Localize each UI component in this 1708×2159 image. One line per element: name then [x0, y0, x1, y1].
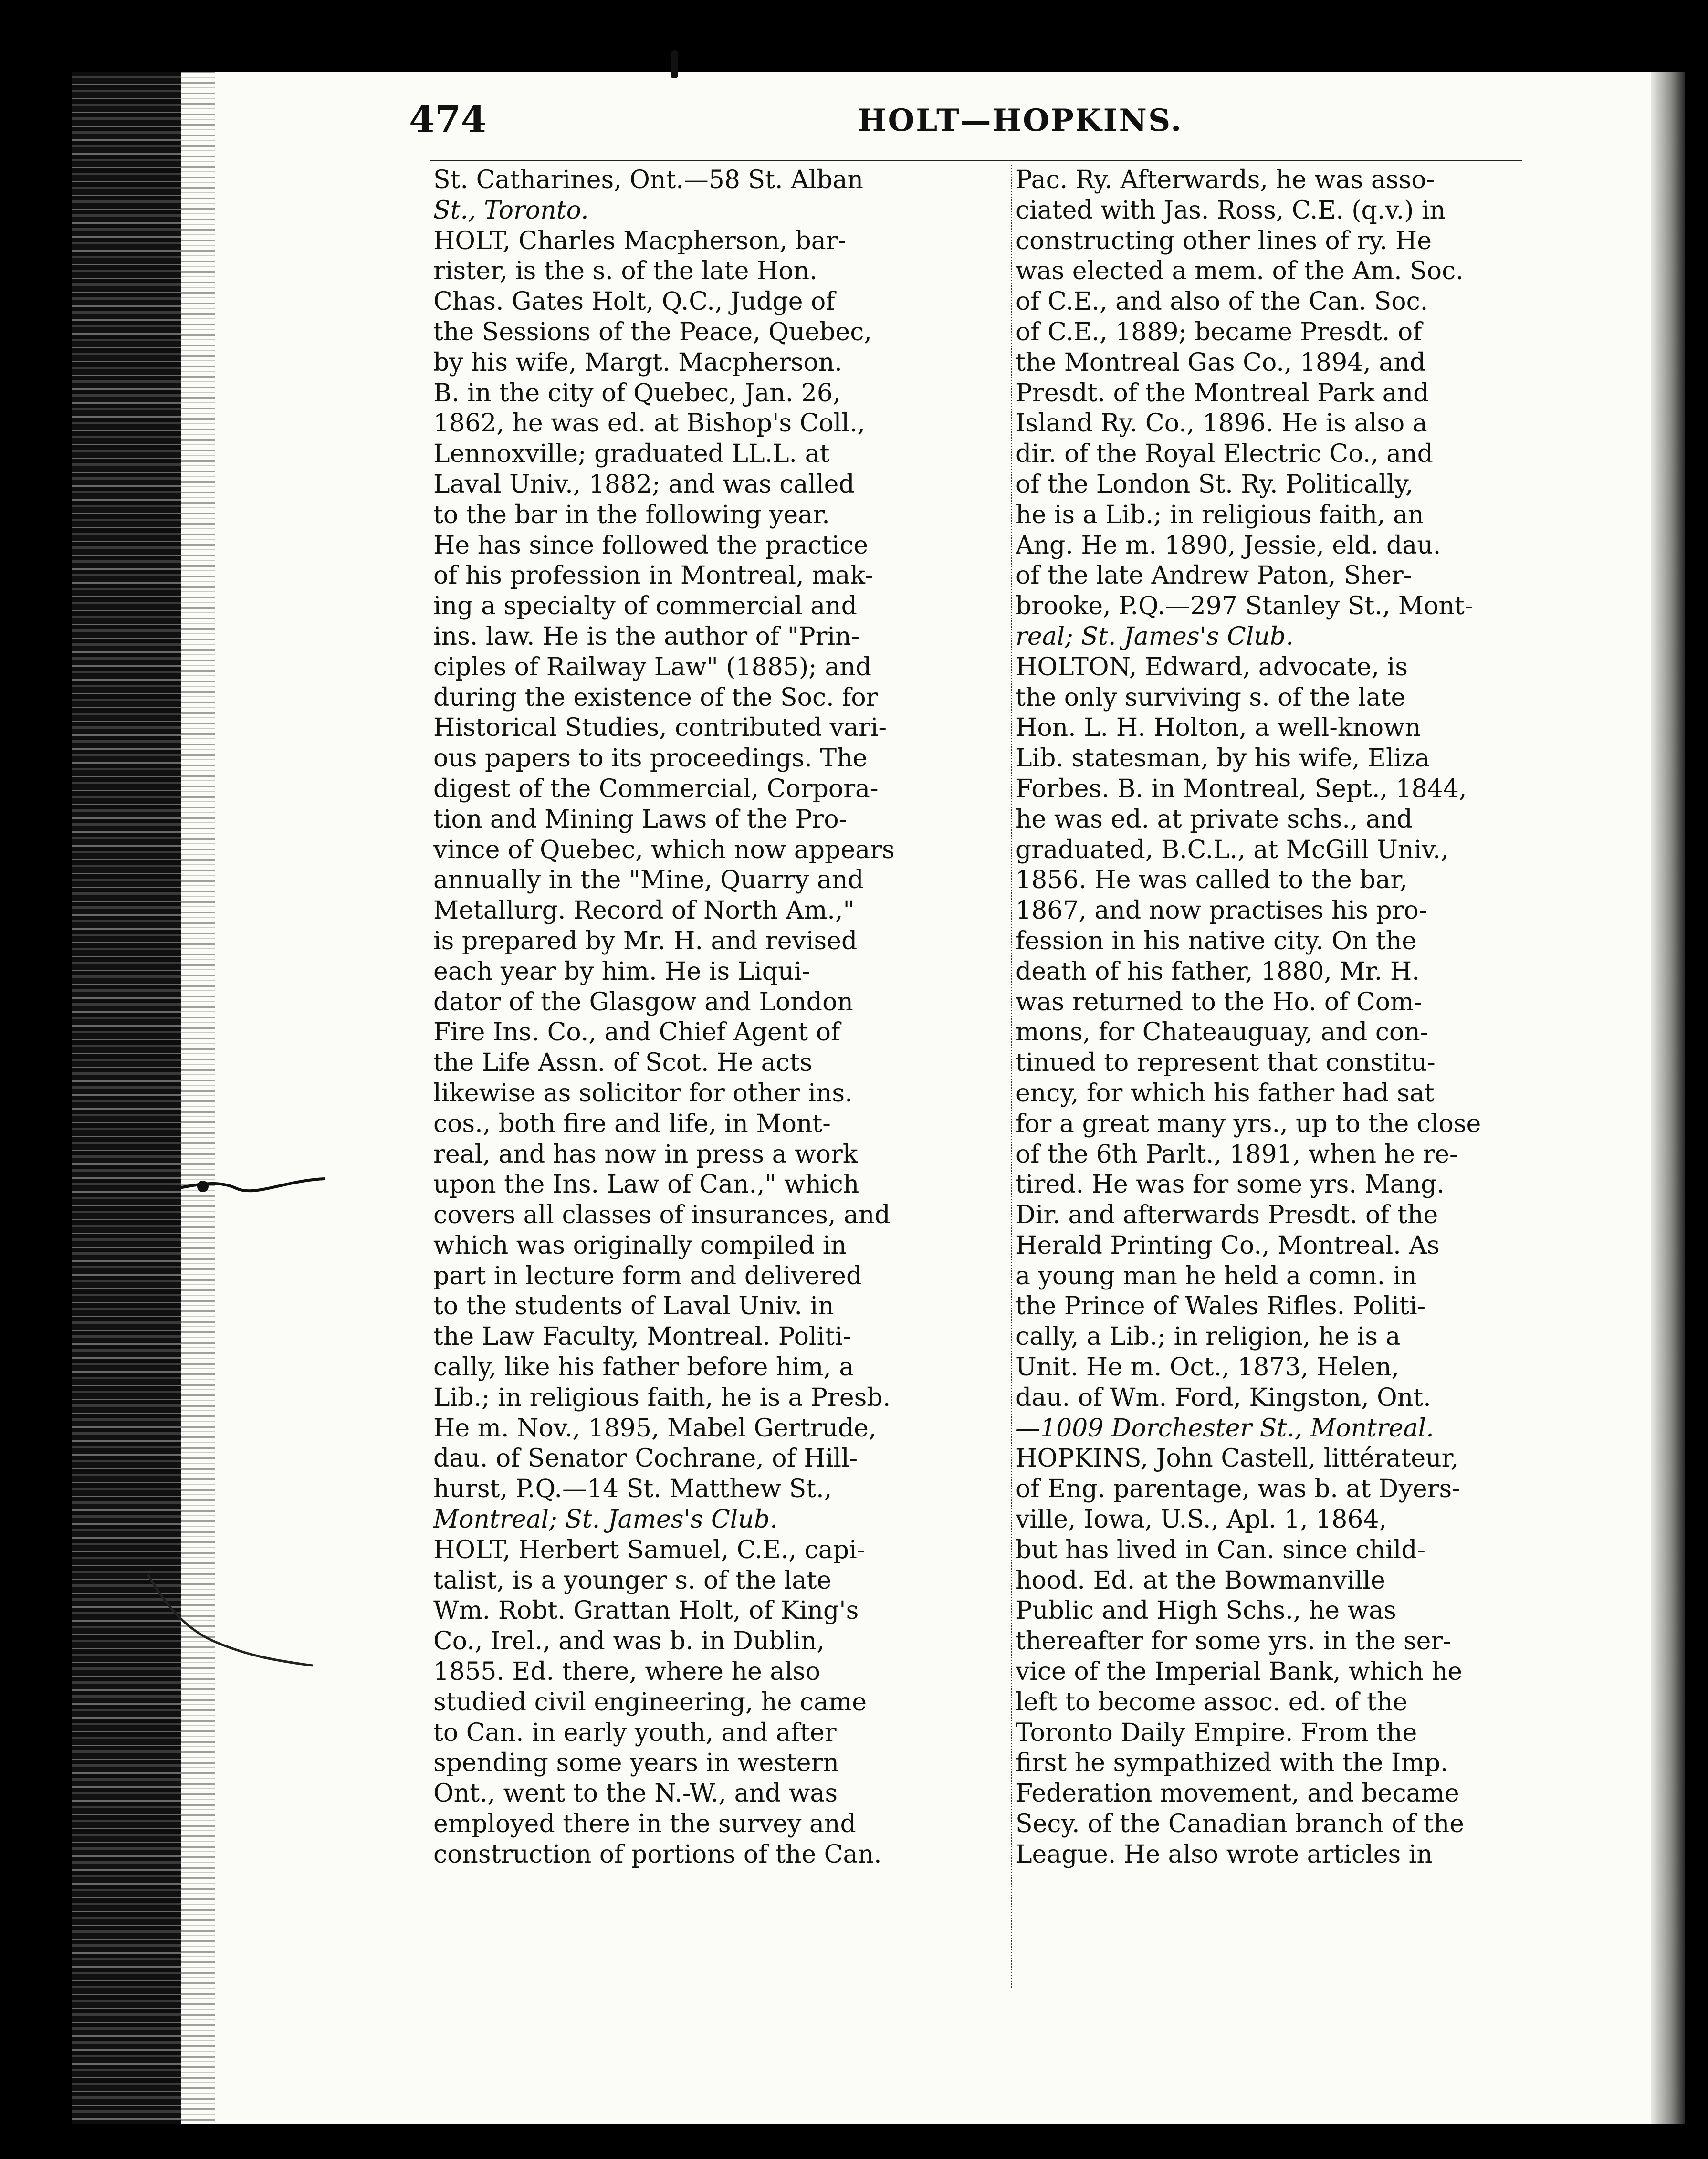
text-line: 1856. He was called to the bar, [1016, 866, 1408, 895]
text-line: graduated, B.C.L., at McGill Univ., [1016, 835, 1449, 864]
text-line: St. Catharines, Ont.—58 St. Alban [433, 166, 864, 194]
text-line: ville, Iowa, U.S., Apl. 1, 1864, [1016, 1505, 1387, 1534]
text-line: of the 6th Parlt., 1891, when he re- [1016, 1140, 1458, 1169]
text-line: Hon. L. H. Holton, a well-known [1016, 713, 1421, 743]
text-line: 1855. Ed. there, where he also [433, 1657, 820, 1687]
text-line: Ang. He m. 1890, Jessie, eld. dau. [1016, 531, 1441, 560]
text-line: was elected a mem. of the Am. Soc. [1016, 257, 1464, 286]
text-line: Public and High Schs., he was [1016, 1596, 1396, 1625]
text-line: dau. of Wm. Ford, Kingston, Ont. [1016, 1383, 1431, 1412]
text-line: of Eng. parentage, was b. at Dyers- [1016, 1475, 1460, 1504]
text-line: Presdt. of the Montreal Park and [1016, 378, 1429, 408]
text-line: Metallurg. Record of North Am.," [433, 896, 855, 925]
ink-mark [671, 50, 678, 78]
text-column-right [1016, 165, 1564, 1870]
text-line: Historical Studies, contributed vari- [433, 713, 887, 743]
text-line: of the late Andrew Paton, Sher- [1016, 561, 1412, 590]
text-line: left to become assoc. ed. of the [1016, 1687, 1408, 1717]
text-line: Fire Ins. Co., and Chief Agent of [433, 1018, 840, 1047]
text-line: Ont., went to the N.-W., and was [433, 1779, 838, 1808]
text-line: Toronto Daily Empire. From the [1016, 1718, 1417, 1747]
text-line: to Can. in early youth, and after [433, 1718, 837, 1747]
text-line: was returned to the Ho. of Com- [1016, 987, 1422, 1017]
text-line: of his profession in Montreal, mak- [433, 561, 873, 590]
binding-shadow-fade [181, 72, 215, 2124]
text-line: thereafter for some yrs. in the ser- [1016, 1627, 1451, 1656]
text-line: He has since followed the practice [433, 531, 869, 560]
text-line: ciated with Jas. Ross, C.E. (q.v.) in [1016, 196, 1446, 225]
text-line: tion and Mining Laws of the Pro- [433, 805, 848, 834]
text-line: the only surviving s. of the late [1016, 683, 1406, 712]
text-line: ins. law. He is the author of "Prin- [433, 622, 860, 651]
page-edge-shadow [1651, 72, 1685, 2124]
text-line: real, and has now in press a work [433, 1140, 858, 1169]
text-line: Lib.; in religious faith, he is a Presb. [433, 1383, 891, 1412]
entry-heading-line: HOLT, Herbert Samuel, C.E., capi- [433, 1535, 866, 1564]
text-line: covers all classes of insurances, and [433, 1201, 891, 1230]
text-line: dator of the Glasgow and London [433, 987, 853, 1017]
text-line: construction of portions of the Can. [433, 1840, 882, 1869]
text-column-left [433, 165, 996, 1870]
text-line: studied civil engineering, he came [433, 1687, 867, 1717]
text-line: fession in his native city. On the [1016, 926, 1417, 955]
text-line: each year by him. He is Liqui- [433, 957, 810, 986]
text-line: mons, for Chateauguay, and con- [1016, 1018, 1429, 1047]
text-line: for a great many yrs., up to the close [1016, 1109, 1481, 1138]
text-line: which was originally compiled in [433, 1231, 847, 1260]
text-line: cally, like his father before him, a [433, 1353, 854, 1382]
text-line: the Sessions of the Peace, Quebec, [433, 317, 872, 346]
entry-heading-line: HOLT, Charles Macpherson, bar- [433, 226, 847, 255]
text-line: hood. Ed. at the Bowmanville [1016, 1566, 1385, 1595]
text-line: He m. Nov., 1895, Mabel Gertrude, [433, 1414, 877, 1443]
text-line: Lennoxville; graduated LL.L. at [433, 440, 830, 469]
text-line: hurst, P.Q.—14 St. Matthew St., [433, 1475, 832, 1504]
text-line: Co., Irel., and was b. in Dublin, [433, 1627, 825, 1656]
text-line: cos., both fire and life, in Mont- [433, 1109, 831, 1138]
text-line: the Prince of Wales Rifles. Politi- [1016, 1292, 1426, 1321]
text-line: ous papers to its proceedings. The [433, 744, 868, 773]
text-line: rister, is the s. of the late Hon. [433, 257, 817, 286]
text-line: annually in the "Mine, Quarry and [433, 866, 864, 895]
text-line: digest of the Commercial, Corpora- [433, 774, 879, 803]
page-number: 474 [409, 98, 487, 141]
text-line: employed there in the survey and [433, 1810, 856, 1839]
text-line: the Law Faculty, Montreal. Politi- [433, 1322, 851, 1352]
text-line: Lib. statesman, by his wife, Eliza [1016, 744, 1430, 773]
text-line: the Life Assn. of Scot. He acts [433, 1048, 813, 1078]
text-line: Laval Univ., 1882; and was called [433, 470, 855, 499]
text-line: is prepared by Mr. H. and revised [433, 926, 858, 955]
text-line: cally, a Lib.; in religion, he is a [1016, 1322, 1401, 1352]
text-line: Unit. He m. Oct., 1873, Helen, [1016, 1353, 1400, 1382]
text-line: Federation movement, and became [1016, 1779, 1459, 1808]
text-line: vice of the Imperial Bank, which he [1016, 1657, 1463, 1687]
text-line: League. He also wrote articles in [1016, 1840, 1433, 1869]
running-header [409, 93, 1521, 155]
text-line: —1009 Dorchester St., Montreal. [1016, 1414, 1434, 1443]
text-line: Dir. and afterwards Presdt. of the [1016, 1201, 1438, 1230]
text-line: real; St. James's Club. [1016, 622, 1294, 651]
text-line: likewise as solicitor for other ins. [433, 1079, 853, 1108]
text-line: upon the Ins. Law of Can.," which [433, 1170, 859, 1199]
text-line: Secy. of the Canadian branch of the [1016, 1810, 1465, 1839]
text-line: first he sympathized with the Imp. [1016, 1749, 1448, 1778]
text-line: vince of Quebec, which now appears [433, 835, 895, 864]
text-line: Island Ry. Co., 1896. He is also a [1016, 409, 1427, 438]
text-line: Pac. Ry. Afterwards, he was asso- [1016, 166, 1435, 194]
text-line: Herald Printing Co., Montreal. As [1016, 1231, 1440, 1260]
text-line: to the bar in the following year. [433, 500, 830, 529]
text-line: of the London St. Ry. Politically, [1016, 470, 1414, 499]
text-line: Forbes. B. in Montreal, Sept., 1844, [1016, 774, 1467, 803]
text-line: constructing other lines of ry. He [1016, 226, 1432, 255]
text-line: ciples of Railway Law" (1885); and [433, 652, 871, 681]
text-line: but has lived in Can. since child- [1016, 1535, 1426, 1564]
text-line: brooke, P.Q.—297 Stanley St., Mont- [1016, 592, 1473, 621]
text-line: of C.E., and also of the Can. Soc. [1016, 287, 1428, 316]
column-divider [1011, 165, 1012, 1988]
pen-mark-2 [143, 1570, 315, 1685]
entry-heading-line: HOPKINS, John Castell, littérateur, [1016, 1444, 1459, 1473]
text-line: tinued to represent that constitu- [1016, 1048, 1436, 1078]
text-line: the Montreal Gas Co., 1894, and [1016, 348, 1426, 377]
text-line: he is a Lib.; in religious faith, an [1016, 500, 1424, 529]
text-line: ing a specialty of commercial and [433, 592, 857, 621]
text-line: a young man he held a comn. in [1016, 1261, 1417, 1290]
text-line: ency, for which his father had sat [1016, 1079, 1435, 1108]
entry-heading-line: HOLTON, Edward, advocate, is [1016, 652, 1408, 681]
running-title: HOLT—HOPKINS. [858, 103, 1183, 138]
text-line: 1867, and now practises his pro- [1016, 896, 1427, 925]
binding-shadow [72, 72, 181, 2124]
text-line: B. in the city of Quebec, Jan. 26, [433, 378, 841, 408]
text-line: to the students of Laval Univ. in [433, 1292, 834, 1321]
text-line: death of his father, 1880, Mr. H. [1016, 957, 1420, 986]
text-line: dau. of Senator Cochrane, of Hill- [433, 1444, 858, 1473]
text-line: of C.E., 1889; became Presdt. of [1016, 317, 1422, 346]
text-line: Montreal; St. James's Club. [433, 1505, 778, 1534]
header-rule [430, 160, 1522, 161]
text-line: tired. He was for some yrs. Mang. [1016, 1170, 1445, 1199]
text-line: talist, is a younger s. of the late [433, 1566, 832, 1595]
text-line: dir. of the Royal Electric Co., and [1016, 440, 1433, 469]
pen-mark [169, 1175, 327, 1199]
text-line: during the existence of the Soc. for [433, 683, 878, 712]
text-line: 1862, he was ed. at Bishop's Coll., [433, 409, 865, 438]
text-line: by his wife, Margt. Macpherson. [433, 348, 842, 377]
text-line: Wm. Robt. Grattan Holt, of King's [433, 1596, 859, 1625]
text-line: he was ed. at private schs., and [1016, 805, 1413, 834]
text-line: St., Toronto. [433, 196, 589, 225]
text-line: Chas. Gates Holt, Q.C., Judge of [433, 287, 835, 316]
text-line: part in lecture form and delivered [433, 1261, 862, 1290]
text-line: spending some years in western [433, 1749, 839, 1778]
